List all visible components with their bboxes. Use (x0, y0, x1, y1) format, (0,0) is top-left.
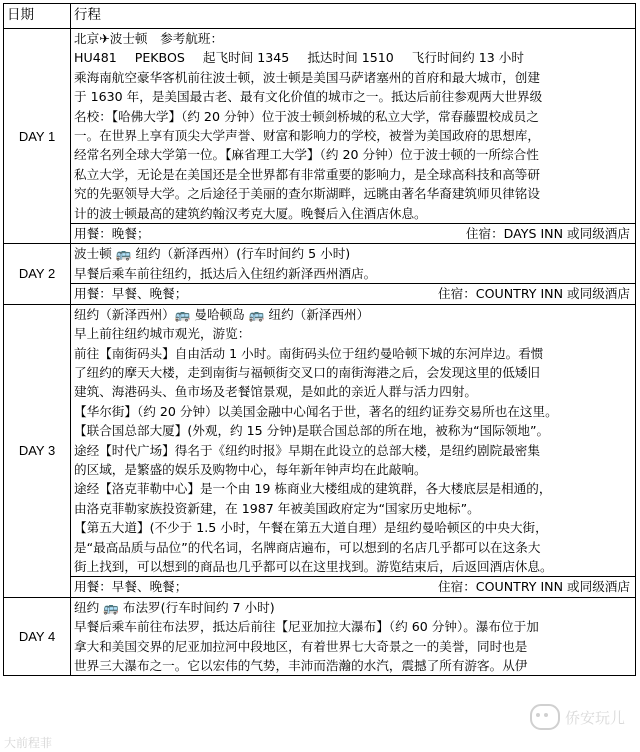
text-line: 途经【时代广场】得名于《纽约时报》早期在此设立的总部大楼，是纽约剧院最密集 (74, 442, 540, 458)
text-line: 建筑、海港码头、鱼市场及老餐馆景观，是如此的亲近人群与活力四射。 (74, 384, 477, 400)
day-detail (71, 244, 636, 304)
day-row (4, 304, 636, 597)
meals-info: 用餐：早餐、晚餐； (74, 286, 188, 302)
text-line: 一。在世界上享有顶尖大学声誉、财富和影响力的学校，被誉为美国政府的思想库， (74, 128, 540, 144)
header-row (4, 4, 636, 29)
text-line: 由洛克菲勒家族投资新建，在 1987 年被美国政府定为“国家历史地标”。 (74, 500, 480, 516)
text-line: 拿大和美国交界的尼亚加拉河中段地区，有着世界七大奇景之一的美誉，同时也是 (74, 638, 528, 654)
text-line: 【华尔街】（约 20 分钟）以美国金融中心闻名于世，著名的纽约证券交易所也在这里。 (74, 403, 558, 419)
text-line: 的区域，是繁盛的娱乐及购物中心，每年新年钟声均在此敲响。 (74, 461, 427, 477)
text-line: 计的波士顿最高的建筑约翰汉考克大厦。晚餐后入住酒店休息。 (74, 205, 427, 221)
arrival-time: 抵达时间 1510 (307, 50, 394, 66)
meal-stay-row (71, 223, 635, 243)
route-line: 纽约 🚌 布法罗(行车时间约 7 小时) (74, 599, 275, 615)
text-line: 【第五大道】(不少于 1.5 小时，午餐在第五大道自理）是纽约曼哈顿区的中央大街， (74, 520, 548, 536)
text-line: 早餐后乘车前往纽约，抵达后入住纽约新泽西州酒店。 (74, 265, 377, 281)
date-column-header: 日期 (4, 4, 71, 29)
text-line: 街上找到，可以想到的商品也几乎都可以在这里找到。游览结束后，后返回酒店休息。 (74, 558, 553, 574)
day-label: DAY 2 (4, 244, 71, 304)
text-line: 早餐后乘车前往布法罗，抵达后前往【尼亚加拉大瀑布】（约 60 分钟）。瀑布位于加 (74, 619, 539, 635)
text-line: 私立大学，无论是在美国还是全世界都有非常重要的影响力，是全球高科技和高等研 (74, 166, 540, 182)
itinerary-column-header: 行程 (71, 4, 636, 29)
text-line: 于 1630 年，是美国最古老、最有文化价值的城市之一。抵达后前往参观两大世界级 (74, 89, 543, 105)
route-line: 纽约（新泽西州）🚌 曼哈顿岛 🚌 纽约（新泽西州） (74, 306, 370, 322)
brand-watermark-text: 侨安玩儿 (565, 708, 626, 727)
text-line: 名校：【哈佛大学】（约 20 分钟）位于波士顿剑桥城的私立大学，常春藤盟校成员之 (74, 108, 539, 124)
day-detail (71, 304, 636, 597)
hotel-info: 住宿：COUNTRY INN 或同级酒店 (438, 579, 630, 595)
text-line: 世界三大瀑布之一。它以宏伟的气势，丰沛而浩瀚的水汽，震撼了所有游客。从伊 (74, 658, 528, 673)
day-row (4, 29, 636, 244)
corner-watermark: 大前程菲 (4, 736, 53, 750)
meals-info: 用餐：早餐、晚餐； (74, 579, 188, 595)
day-label: DAY 1 (4, 29, 71, 244)
day-row (4, 244, 636, 304)
day-row (4, 597, 636, 676)
itinerary-table (3, 3, 636, 676)
meals-info: 用餐：晚餐； (74, 226, 150, 242)
route-line: 波士顿 🚌 纽约（新泽西州）(行车时间约 5 小时) (74, 246, 351, 262)
text-line: 【联合国总部大厦】(外观，约 15 分钟)是联合国总部的所在地，被称为“国际领地”。 (74, 423, 550, 439)
text-line: 究的先驱领导大学。之后途径于美丽的查尔斯湖畔，远眺由著名华裔建筑师贝律铭设 (74, 186, 540, 202)
hotel-info: 住宿：COUNTRY INN 或同级酒店 (438, 286, 630, 302)
day-detail (71, 29, 636, 244)
day-label: DAY 4 (4, 597, 71, 676)
flight-info (74, 48, 632, 67)
text-line: 经常名列全球大学第一位。【麻省理工大学】（约 20 分钟）位于波士顿的一所综合性 (74, 147, 539, 163)
flight-code: PEKBOS (134, 50, 185, 66)
text-line: 早上前往纽约城市观光，游览： (74, 326, 251, 342)
hotel-info: 住宿：DAYS INN 或同级酒店 (465, 226, 630, 242)
departure-time: 起飞时间 1345 (202, 50, 290, 66)
text-line: 前往【南街码头】自由活动 1 小时。南街码头位于纽约曼哈顿下城的东河岸边。看惯 (74, 345, 544, 361)
route-line: 北京✈波士顿 参考航班： (74, 31, 224, 46)
brand-watermark (530, 700, 635, 734)
flight-number: HU481 (74, 50, 117, 66)
text-line: 乘海南航空豪华客机前往波士顿，波士顿是美国马萨诸塞州的首府和最大城市，创建 (74, 69, 540, 85)
text-line: 了纽约的摩天大楼，走到南街与福顿街交叉口的南街海港之后，会发现这里的低矮旧 (74, 364, 540, 380)
meal-stay-row (71, 576, 635, 596)
flight-duration: 飞行时间约 13 小时 (411, 50, 524, 66)
wechat-icon (530, 704, 560, 730)
day-label: DAY 3 (4, 304, 71, 597)
text-line: 途经【洛克菲勒中心】是一个由 19 栋商业大楼组成的建筑群，各大楼底层是相通的， (74, 481, 552, 497)
meal-stay-row (71, 283, 635, 303)
day-detail (71, 597, 636, 676)
text-line: 是“最高品质与品位”的代名词，名牌商店遍布，可以想到的名店几乎都可以在这条大 (74, 539, 541, 555)
